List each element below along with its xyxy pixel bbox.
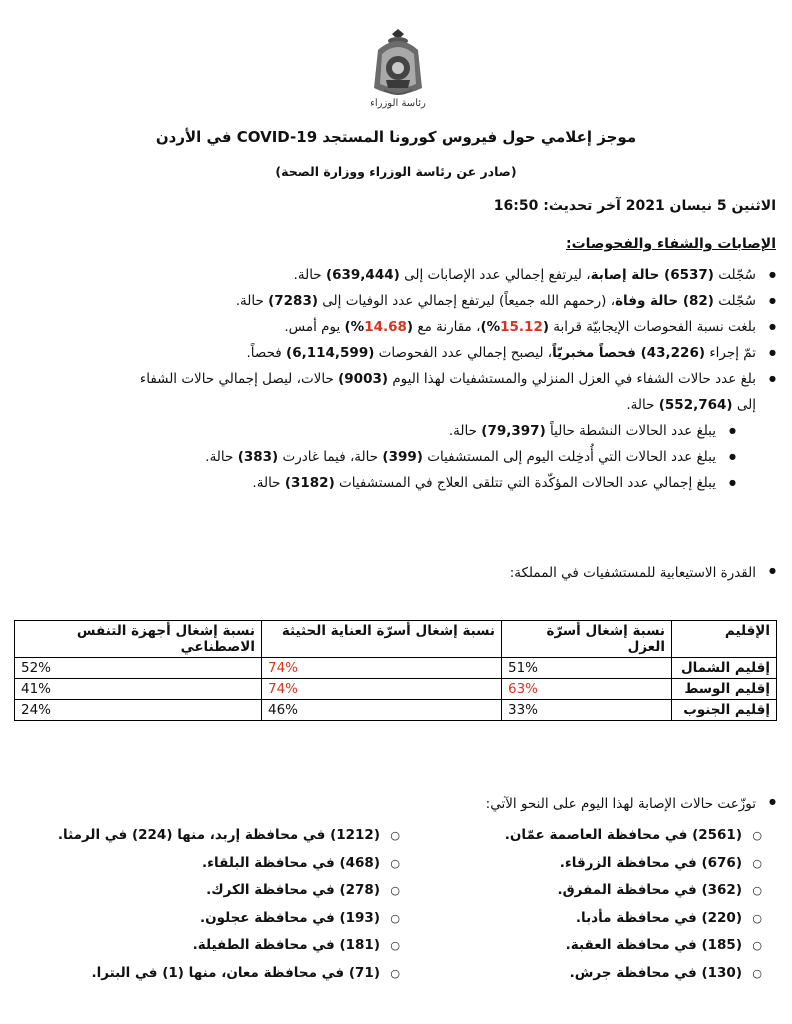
text: حالات، ليصل إجمالي حالات الشفاء (139, 371, 339, 387)
list-item: ○ (181) في محافظة الطفيلة. (2, 932, 402, 960)
text-bold: ( (542, 319, 550, 335)
governorate-list-left (2, 822, 402, 987)
text: حالة. (448, 423, 482, 439)
column-header-icu: نسبة إشغال أسرّة العناية الحثيثة (262, 621, 502, 658)
column-header-isolation: نسبة إشغال أسرّة العزل (502, 621, 672, 658)
isolation-cell: 51% (502, 658, 672, 679)
list-item-positivity-rate (20, 314, 780, 340)
text: يبلغ عدد الحالات النشطة حالياً (545, 423, 716, 439)
list-item: ○ (71) في محافظة معان، منها (1) في البترا. (2, 960, 402, 988)
list-item: ○ (1212) في محافظة إربد، منها (224) في الرمثا. (2, 822, 402, 850)
recoveries-today-count: (9003) (338, 371, 389, 387)
text: تمّ إجراء (705, 345, 756, 361)
region-cell: إقليم الوسط (672, 679, 777, 700)
ventilators-cell: 52% (15, 658, 262, 679)
briefing-title: موجز إعلامي حول فيروس كورونا المستجد COVID-19 في الأردن (155, 128, 637, 146)
list-item: ○ (2561) في محافظة العاصمة عمّان. (384, 822, 764, 850)
text: حالة. (626, 397, 659, 413)
list-item-hospital-admissions (20, 444, 740, 470)
text: ، ليصبح إجمالي عدد الفحوصات (374, 345, 553, 361)
hospital-capacity-caption: ● القدرة الاستيعابية للمستشفيات في المملكة: (20, 565, 780, 581)
government-emblem-icon (364, 28, 432, 114)
text: حالة. (252, 475, 285, 491)
isolation-cell: 33% (502, 700, 672, 721)
text-bold: فحصاً مخبريّاً (552, 345, 641, 361)
icu-cell: 74% (262, 679, 502, 700)
column-header-region: الإقليم (672, 621, 777, 658)
total-deaths-count: (7283) (268, 293, 319, 309)
text: فحصاً. (246, 345, 287, 361)
new-deaths-count: (82) (682, 293, 714, 309)
list-item-hospitalized-total (20, 470, 740, 496)
text: ، ليرتفع إجمالي عدد الإصابات إلى (399, 267, 591, 283)
text: يبلغ عدد الحالات التي أُدخِلت اليوم إلى المستشفيات (422, 449, 716, 465)
list-item: ○ (468) في محافظة البلقاء. (2, 850, 402, 878)
hospital-capacity-table (14, 620, 777, 721)
list-item-recoveries (20, 366, 780, 418)
text: حالة. (235, 293, 269, 309)
icu-cell: 74% (262, 658, 502, 679)
text-bold: حالة إصابة (590, 267, 665, 283)
table-row (15, 658, 777, 679)
region-cell: إقليم الجنوب (672, 700, 777, 721)
list-item-deaths (20, 288, 780, 314)
list-item: ○ (278) في محافظة الكرك. (2, 877, 402, 905)
briefing-subtitle: (صادر عن رئاسة الوزراء ووزارة الصحة) (275, 164, 517, 179)
list-item: ○ (185) في محافظة العقبة. (384, 932, 764, 960)
list-item: ○ (362) في محافظة المفرق. (384, 877, 764, 905)
tests-today-count: (43,226) (640, 345, 706, 361)
text: بلغت نسبة الفحوصات الإيجابيّة قرابة (549, 319, 756, 335)
table-row (15, 700, 777, 721)
text-bold: ( (406, 319, 414, 335)
ventilators-cell: 41% (15, 679, 262, 700)
emblem-caption: رئاسة الوزراء (370, 98, 426, 109)
column-header-ventilators: نسبة إشغال أجهزة التنفس الاصطناعي (15, 621, 262, 658)
active-cases-count: (79,397) (481, 423, 546, 439)
statistics-list (20, 262, 780, 496)
date-and-update-time: الاثنين 5 نيسان 2021 آخر تحديث: 16:50 (493, 198, 776, 214)
hospitalized-count: (3182) (284, 475, 335, 491)
list-item-new-cases (20, 262, 780, 288)
text: حالة. (205, 449, 238, 465)
list-item-tests (20, 340, 780, 366)
text: إلى (732, 397, 756, 413)
list-item-active-cases (20, 418, 740, 444)
text-bold: %) (480, 319, 501, 335)
governorate-list-right (384, 822, 764, 987)
icu-cell: 46% (262, 700, 502, 721)
total-cases-count: (639,444) (325, 267, 400, 283)
list-item: ○ (676) في محافظة الزرقاء. (384, 850, 764, 878)
text: سُجّلت (713, 293, 756, 309)
discharges-count: (383) (237, 449, 279, 465)
text: سُجّلت (713, 267, 756, 283)
text: يوم أمس. (284, 319, 345, 335)
admissions-count: (399) (382, 449, 423, 465)
isolation-cell: 63% (502, 679, 672, 700)
ventilators-cell: 24% (15, 700, 262, 721)
text-bold: حالة وفاة (615, 293, 683, 309)
distribution-caption: ● توزّعت حالات الإصابة لهذا اليوم على النحو الآتي: (20, 796, 780, 812)
list-item: ○ (193) في محافظة عجلون. (2, 905, 402, 933)
region-cell: إقليم الشمال (672, 658, 777, 679)
list-item: ○ (220) في محافظة مأدبا. (384, 905, 764, 933)
text: حالة، فيما غادرت (278, 449, 383, 465)
new-cases-count: (6537) (664, 267, 714, 283)
section-heading: الإصابات والشفاء والفحوصات: (566, 236, 776, 252)
total-recoveries-count: (552,764) (658, 397, 733, 413)
text: ، مقارنة مع (413, 319, 481, 335)
positivity-rate-today: 15.12 (500, 319, 543, 335)
text: ، (رحمهم الله جميعاً) ليرتفع إجمالي عدد الوفيات إلى (318, 293, 616, 309)
table-header-row (15, 621, 777, 658)
total-tests-count: (6,114,599) (286, 345, 375, 361)
positivity-rate-yesterday: 14.68 (364, 319, 407, 335)
text-bold: %) (344, 319, 365, 335)
list-item: ○ (130) في محافظة جرش. (384, 960, 764, 988)
text: بلغ عدد حالات الشفاء في العزل المنزلي والمستشفيات لهذا اليوم (388, 371, 756, 387)
text: حالة. (293, 267, 326, 283)
table-row (15, 679, 777, 700)
text: يبلغ إجمالي عدد الحالات المؤكّدة التي تتلقى العلاج في المستشفيات (334, 475, 716, 491)
